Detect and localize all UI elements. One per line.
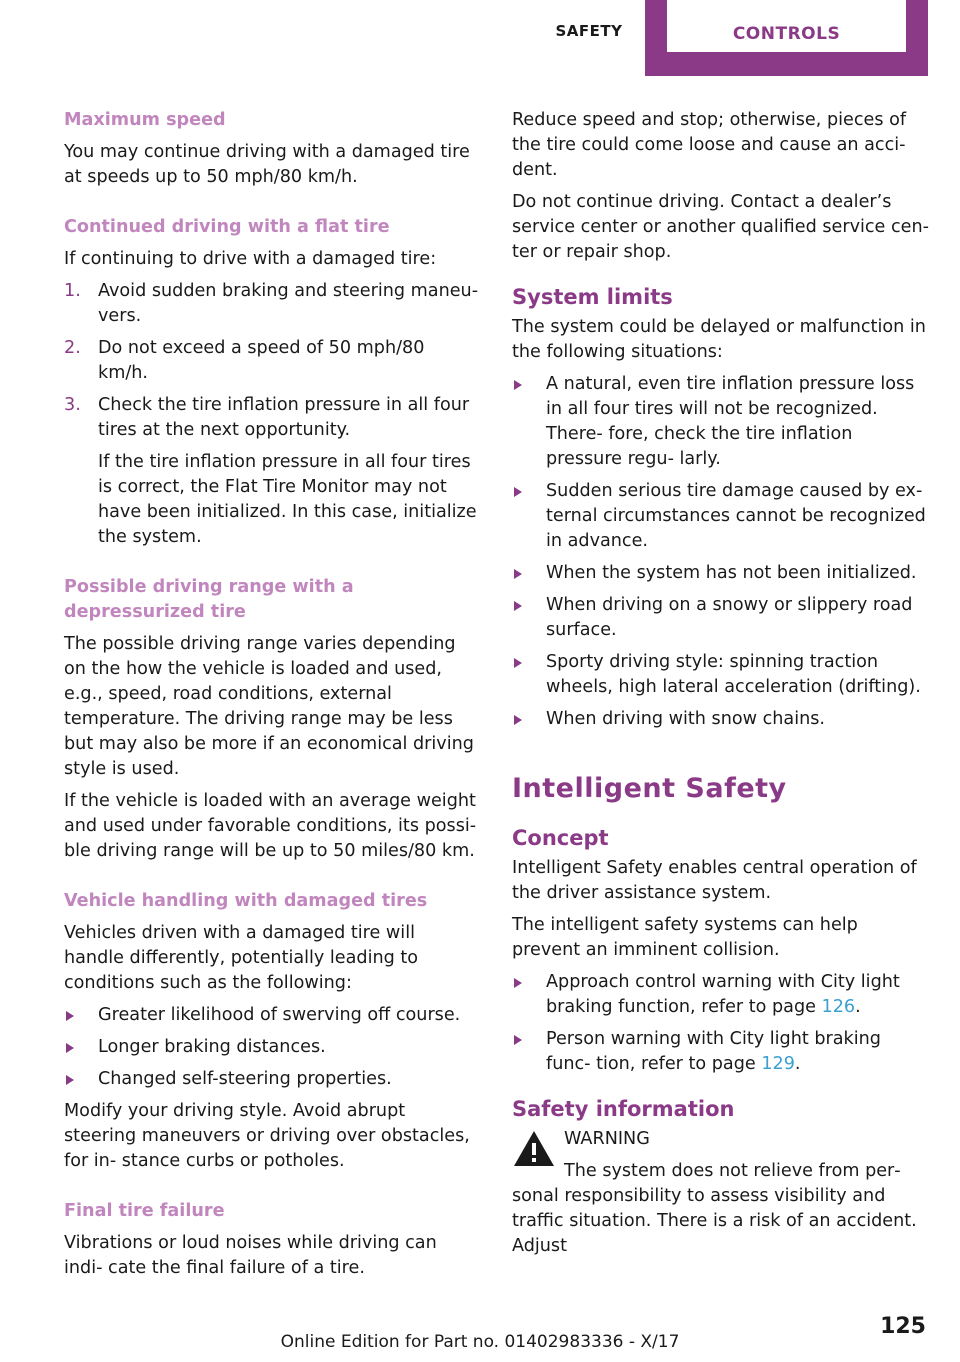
bullet-triangle-icon: [66, 1011, 74, 1021]
step-text: Do not exceed a speed of 50 mph/80 km/h.: [98, 338, 425, 383]
step-item: [64, 279, 480, 329]
vehicle-handling-list: [64, 1003, 480, 1092]
list-item: [512, 593, 930, 643]
left-column: [64, 108, 480, 1288]
list-item-text: Person warning with City light braking func‐ tion, refer to page: [546, 1029, 881, 1074]
list-item-text: When the system has not been initialized.: [546, 563, 917, 583]
right-column: [512, 108, 930, 1259]
step-text: Check the tire inflation pressure in all four tires at the next opportunity.: [98, 395, 470, 440]
list-item: [512, 479, 930, 554]
vehicle-handling-intro: Vehicles driven with a damaged tire will handle differently, potentially leading to conditions such as the following:: [64, 923, 419, 993]
list-item: [512, 372, 930, 472]
bullet-triangle-icon: [514, 569, 522, 579]
max-speed-text: You may continue driving with a damaged tire at speeds up to 50 mph/80 km/h.: [64, 142, 470, 187]
list-item-text: When driving on a snowy or slippery road surface.: [546, 595, 913, 640]
list-item: [512, 561, 930, 586]
bullet-triangle-icon: [66, 1043, 74, 1053]
step-text: Avoid sudden braking and steering maneu‐ vers.: [98, 281, 479, 326]
concept-text-2: The intelligent safety systems can help prevent an imminent collision.: [512, 915, 858, 960]
step-subtext: If the tire inflation pressure in all four tires is correct, the Flat Tire Monitor may not have been initialized. In this case, initialize the system.: [98, 452, 477, 547]
list-item: [64, 1003, 480, 1028]
intelligent-safety-heading: Intelligent Safety: [512, 773, 787, 804]
driving-range-text: The possible driving range varies depending on the how the vehicle is loaded and used, e.g., speed, road conditions, external temperature. The driving range may be less but may also be more if an economical driving style is used.: [64, 634, 474, 779]
bullet-triangle-icon: [514, 1035, 522, 1045]
list-item: [64, 1067, 480, 1092]
list-item-text: A natural, even tire inflation pressure loss in all four tires will not be recognized. There‐ fore, check the tire inflation pressure regu‐ larly.: [546, 374, 915, 469]
step-item: [64, 393, 480, 550]
header-section-safety: SAFETY: [555, 22, 623, 40]
step-number: 3.: [64, 395, 81, 415]
system-limits-list: [512, 372, 930, 732]
bullet-triangle-icon: [514, 658, 522, 668]
warning-block: [512, 1127, 930, 1259]
bullet-triangle-icon: [514, 715, 522, 725]
header-tab-controls: [645, 0, 928, 76]
bullet-triangle-icon: [514, 978, 522, 988]
list-item: [512, 1027, 930, 1077]
list-item: [512, 970, 930, 1020]
list-item-punct: .: [794, 1054, 801, 1074]
driving-range-text-2: If the vehicle is loaded with an average weight and used under favorable conditions, its possi‐ ble driving range will be up to 50 miles/80 km.: [64, 791, 477, 861]
concept-text: Intelligent Safety enables central operation of the driver assistance system.: [512, 858, 917, 903]
bullet-triangle-icon: [514, 380, 522, 390]
safety-information-heading: Safety information: [512, 1097, 735, 1121]
step-number: 1.: [64, 281, 81, 301]
final-failure-text: Vibrations or loud noises while driving can indi‐ cate the final failure of a tire.: [64, 1233, 437, 1278]
concept-list: [512, 970, 930, 1077]
list-item-text: Sudden serious tire damage caused by ex‐ ternal circumstances cannot be recognized in advance.: [546, 481, 926, 551]
continued-text: Reduce speed and stop; otherwise, pieces of the tire could come loose and cause an acci‐ dent.: [512, 110, 907, 180]
step-number: 2.: [64, 338, 81, 358]
list-item: [64, 1035, 480, 1060]
footer-edition: Online Edition for Part no. 01402983336 - X/17: [280, 1332, 680, 1352]
list-item-text: Greater likelihood of swerving off course.: [98, 1005, 461, 1025]
list-item-text: Changed self-steering properties.: [98, 1069, 392, 1089]
page-header: [0, 0, 960, 76]
header-tab-controls-label: CONTROLS: [667, 0, 906, 52]
flat-tire-heading: Continued driving with a flat tire: [64, 217, 390, 237]
page-number: 125: [880, 1314, 926, 1339]
system-limits-intro: The system could be delayed or malfunction in the following situations:: [512, 317, 926, 362]
list-item-text: When driving with snow chains.: [546, 709, 826, 729]
bullet-triangle-icon: [66, 1075, 74, 1085]
list-item: [512, 707, 930, 732]
flat-tire-intro: If continuing to drive with a damaged tire:: [64, 249, 437, 269]
warning-text: The system does not relieve from per‐ sonal responsibility to assess visibility and traffic situation. There is a risk of an accident. Adjust: [512, 1161, 917, 1256]
vehicle-handling-outro: Modify your driving style. Avoid abrupt steering maneuvers or driving over obstacles, for in‐ stance curbs or potholes.: [64, 1101, 470, 1171]
concept-heading: Concept: [512, 826, 609, 850]
list-item: [512, 650, 930, 700]
max-speed-heading: Maximum speed: [64, 110, 226, 130]
step-item: [64, 336, 480, 386]
continued-text-2: Do not continue driving. Contact a dealer’s service center or another qualified service cen‐ ter or repair shop.: [512, 192, 929, 262]
list-item-text: Longer braking distances.: [98, 1037, 326, 1057]
bullet-triangle-icon: [514, 601, 522, 611]
warning-triangle-icon: [512, 1129, 556, 1169]
list-item-text: Sporty driving style: spinning traction wheels, high lateral acceleration (drifting).: [546, 652, 921, 697]
bullet-triangle-icon: [514, 487, 522, 497]
list-item-punct: .: [855, 997, 861, 1017]
final-failure-heading: Final tire failure: [64, 1201, 225, 1221]
flat-tire-steps: [64, 279, 480, 550]
driving-range-heading: Possible driving range with a depressurized tire: [64, 577, 354, 622]
page-link-126[interactable]: 126: [821, 997, 856, 1017]
warning-title: WARNING: [564, 1129, 650, 1149]
system-limits-heading: System limits: [512, 285, 673, 309]
vehicle-handling-heading: Vehicle handling with damaged tires: [64, 891, 428, 911]
page-link-129[interactable]: 129: [761, 1054, 795, 1074]
list-item-text: Approach control warning with City light braking function, refer to page: [546, 972, 900, 1017]
